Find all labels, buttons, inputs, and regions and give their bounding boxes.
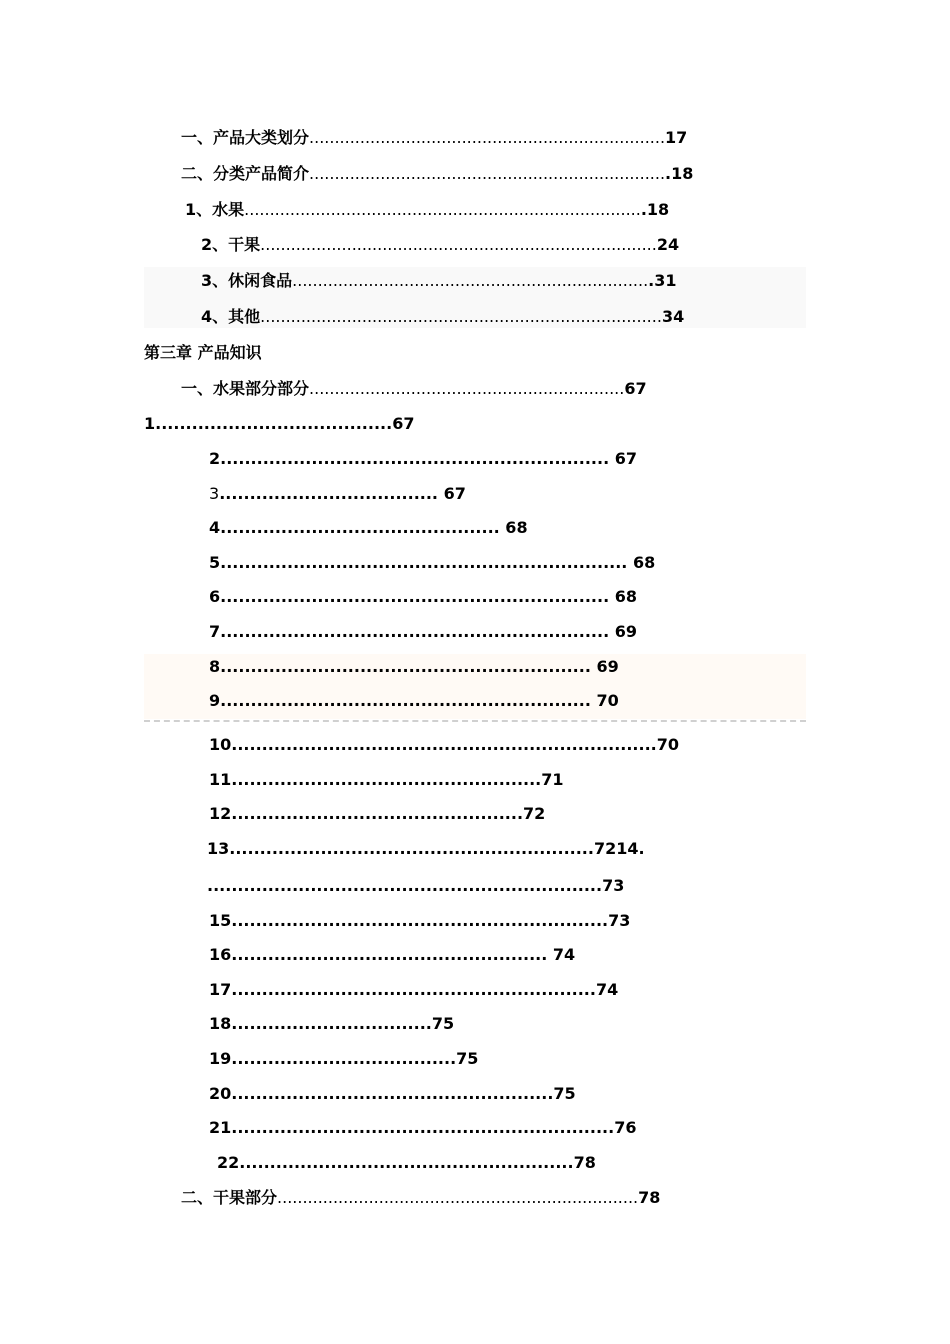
toc-page-number: 74 xyxy=(595,980,619,999)
toc-entry-number: 2 xyxy=(209,449,221,468)
toc-page-number: 73 xyxy=(602,876,625,895)
toc-entry-number: 15 xyxy=(209,911,232,930)
toc-page-number: 68 xyxy=(609,587,637,606)
toc-number-entry[interactable] xyxy=(209,587,637,607)
toc-page-number: 71 xyxy=(541,770,564,789)
toc-entry-number: 17 xyxy=(209,980,232,999)
toc-number-entry[interactable] xyxy=(209,1049,478,1069)
toc-entry-number: 13 xyxy=(207,839,230,858)
toc-number-entry[interactable] xyxy=(209,622,637,642)
toc-entry-title: 1、水果 xyxy=(185,200,245,219)
toc-leader-dots: ....................................................................... xyxy=(277,1188,639,1207)
toc-number-entry[interactable] xyxy=(209,657,619,677)
toc-leader-dots: .............................................................................. xyxy=(260,235,657,254)
toc-entry-number: 18 xyxy=(209,1014,232,1033)
toc-leader-dots: .............................................................................. xyxy=(244,200,641,219)
toc-leader-dots: ................................................................ xyxy=(220,622,610,641)
toc-leader-dots: ...................................................................... xyxy=(309,164,666,183)
toc-entry-title: 4、其他 xyxy=(201,307,261,326)
toc-number-entry[interactable] xyxy=(209,518,528,538)
toc-number-entry[interactable] xyxy=(209,980,618,1000)
toc-entry[interactable] xyxy=(181,128,687,148)
toc-entry-title: 一、水果部分部分 xyxy=(181,379,310,398)
toc-page-number: .18 xyxy=(640,200,670,219)
toc-page-number: 24 xyxy=(656,235,680,254)
toc-entry[interactable] xyxy=(201,235,679,255)
toc-number-entry[interactable] xyxy=(209,1118,636,1138)
toc-leader-dots: ................................................................ xyxy=(220,587,610,606)
toc-entry[interactable] xyxy=(201,307,684,327)
toc-entry-number: 20 xyxy=(209,1084,232,1103)
toc-leader-dots: ................................................ xyxy=(231,804,524,823)
toc-entry-title: 2、干果 xyxy=(201,235,261,254)
toc-number-entry[interactable] xyxy=(207,876,624,896)
toc-number-entry[interactable] xyxy=(209,804,545,824)
toc-leader-dots: ............................................................... xyxy=(231,1118,615,1137)
toc-page-number: 75 xyxy=(431,1014,455,1033)
toc-number-entry[interactable] xyxy=(209,911,630,931)
page-break-divider xyxy=(144,720,806,722)
toc-page-number: 72 xyxy=(523,804,546,823)
toc-entry-number: 19 xyxy=(209,1049,232,1068)
toc-number-entry[interactable] xyxy=(209,484,466,504)
toc-entry[interactable] xyxy=(185,200,669,220)
toc-page-number: 68 xyxy=(627,553,656,572)
toc-leader-dots: ................................. xyxy=(231,1014,432,1033)
toc-leader-dots: ................................................................... xyxy=(220,553,628,572)
toc-entry-number: 6 xyxy=(209,587,221,606)
toc-leader-dots: ...................................................................... xyxy=(292,271,649,290)
toc-page-number: 69 xyxy=(590,657,619,676)
toc-number-entry[interactable] xyxy=(209,770,564,790)
toc-page-number: 78 xyxy=(573,1153,596,1172)
toc-entry-number: 8 xyxy=(209,657,221,676)
toc-entry-number: 1 xyxy=(144,414,156,433)
toc-leader-dots: ............................................................. xyxy=(220,691,591,710)
toc-number-entry[interactable] xyxy=(144,414,414,434)
toc-page-number: 34 xyxy=(661,307,685,326)
toc-page-number: 78 xyxy=(638,1188,661,1207)
toc-section-fruit[interactable] xyxy=(181,379,647,399)
toc-page-number: 73 xyxy=(608,911,631,930)
toc-leader-dots: ................................................................ xyxy=(220,449,610,468)
toc-number-entry[interactable] xyxy=(209,945,575,965)
toc-leader-dots: ...................................................................... xyxy=(309,128,666,147)
toc-page-number: .31 xyxy=(648,271,677,290)
toc-entry[interactable] xyxy=(181,164,693,184)
toc-entry-number: 10 xyxy=(209,735,232,754)
toc-leader-dots: ................................................... xyxy=(231,770,542,789)
toc-page-number: .18 xyxy=(665,164,694,183)
toc-entry[interactable] xyxy=(201,271,677,291)
toc-leader-dots: .............................................................. xyxy=(309,379,625,398)
toc-leader-dots: .............................................................. xyxy=(231,911,609,930)
toc-leader-dots: ....................................... xyxy=(155,414,393,433)
toc-entry-number: 16 xyxy=(209,945,232,964)
toc-number-entry[interactable] xyxy=(209,691,619,711)
toc-entry-title: 二、分类产品简介 xyxy=(181,164,310,183)
toc-page-number: 70 xyxy=(656,735,679,754)
toc-page-number: 67 xyxy=(609,449,637,468)
toc-leader-dots: ...................................................................... xyxy=(231,735,657,754)
toc-entry-title: 3、休闲食品 xyxy=(201,271,293,290)
toc-leader-dots: .............................................. xyxy=(220,518,500,537)
toc-number-entry[interactable] xyxy=(209,735,679,755)
toc-entry-number: 12 xyxy=(209,804,232,823)
toc-entry-number: 7 xyxy=(209,622,221,641)
chapter-title: 第三章 产品知识 xyxy=(144,343,262,362)
toc-page-number: 67 xyxy=(624,379,647,398)
toc-number-entry[interactable] xyxy=(209,553,655,573)
toc-page-number: 67 xyxy=(392,414,415,433)
toc-page-number: 69 xyxy=(609,622,637,641)
toc-entry-number: 5 xyxy=(209,553,221,572)
toc-page-number: 67 xyxy=(438,484,466,503)
toc-leader-dots: .................................... xyxy=(219,484,438,503)
toc-leader-dots: ................................................................. xyxy=(207,876,603,895)
toc-entry-number: 9 xyxy=(209,691,221,710)
toc-leader-dots: ....................................................... xyxy=(239,1153,574,1172)
toc-entry-title: 二、干果部分 xyxy=(181,1188,278,1207)
toc-page-number: 76 xyxy=(614,1118,637,1137)
toc-leader-dots: ............................................................ xyxy=(229,839,594,858)
toc-section-dried-fruit[interactable] xyxy=(181,1188,660,1208)
toc-entry-number: 21 xyxy=(209,1118,232,1137)
toc-entry-number: 11 xyxy=(209,770,232,789)
toc-number-entry[interactable] xyxy=(209,1084,576,1104)
toc-leader-dots: ............................................................................... xyxy=(260,307,662,326)
toc-page-number: 17 xyxy=(665,128,688,147)
toc-leader-dots: .................................................... xyxy=(231,945,548,964)
toc-number-entry[interactable] xyxy=(209,1014,454,1034)
toc-number-entry[interactable] xyxy=(209,449,637,469)
toc-number-entry[interactable] xyxy=(217,1153,596,1173)
toc-entry-number: 3 xyxy=(209,484,220,503)
toc-page-number: 75 xyxy=(456,1049,479,1068)
toc-leader-dots: ..................................................... xyxy=(231,1084,554,1103)
toc-page-number: 70 xyxy=(590,691,619,710)
toc-page-number: 74 xyxy=(547,945,576,964)
toc-page-number: 7214. xyxy=(593,839,645,858)
toc-number-entry[interactable] xyxy=(207,839,645,859)
toc-leader-dots: ............................................................. xyxy=(220,657,591,676)
toc-leader-dots: ............................................................ xyxy=(231,980,596,999)
toc-page-number: 75 xyxy=(553,1084,576,1103)
toc-entry-title: 一、产品大类划分 xyxy=(181,128,310,147)
toc-leader-dots: ..................................... xyxy=(231,1049,457,1068)
toc-page-number: 68 xyxy=(499,518,528,537)
toc-entry-number: 22 xyxy=(217,1153,240,1172)
toc-entry-number: 4 xyxy=(209,518,221,537)
